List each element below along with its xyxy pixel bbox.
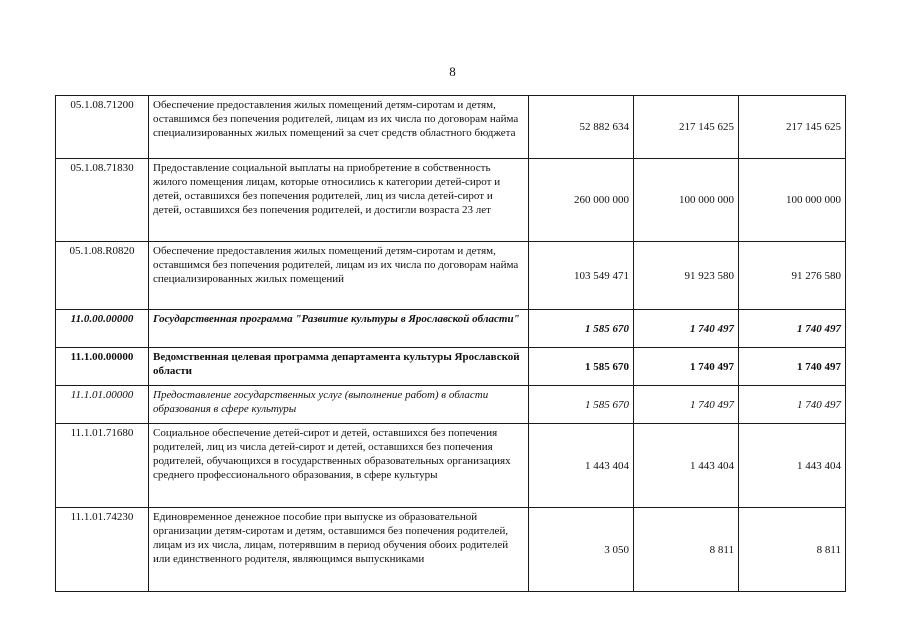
row-value-2: 217 145 625 (634, 96, 739, 159)
row-value-1: 103 549 471 (529, 242, 634, 310)
row-code: 11.1.01.74230 (56, 508, 149, 592)
table-row (56, 424, 846, 508)
row-code: 11.1.01.71680 (56, 424, 149, 508)
row-value-1: 260 000 000 (529, 159, 634, 242)
row-value-3: 1 740 497 (739, 310, 846, 348)
table-row (56, 242, 846, 310)
row-value-2: 100 000 000 (634, 159, 739, 242)
row-description: Государственная программа "Развитие культуры в Ярославской области" (149, 310, 529, 348)
page-number: 8 (449, 64, 456, 79)
row-value-2: 1 443 404 (634, 424, 739, 508)
row-code: 11.1.01.00000 (56, 386, 149, 424)
row-value-3: 217 145 625 (739, 96, 846, 159)
row-value-3: 8 811 (739, 508, 846, 592)
row-description: Предоставление государственных услуг (выполнение работ) в области образования в сфере культуры (149, 386, 529, 424)
table-row (56, 508, 846, 592)
table-row (56, 96, 846, 159)
row-value-2: 1 740 497 (634, 348, 739, 386)
row-value-3: 91 276 580 (739, 242, 846, 310)
row-value-2: 1 740 497 (634, 310, 739, 348)
budget-table (55, 95, 846, 592)
row-description: Предоставление социальной выплаты на приобретение в собственность жилого помещения лицам, которые относились к категории детей-сирот и детей, оставшихся без попечения родителей, лиц из числа детей-сирот и детей, оставшихся без попечения родителей, и достигли возраста 23 лет (149, 159, 529, 242)
row-code: 05.1.08.71830 (56, 159, 149, 242)
row-description: Единовременное денежное пособие при выпуске из образовательной организации детям-сиротам и детям, оставшимся без попечения родителей, лицам из их числа, лицам, потерявшим в период обучения обоих родителей или единственного родителя, являющимся выпускниками (149, 508, 529, 592)
table-row-program (56, 310, 846, 348)
row-value-1: 1 585 670 (529, 348, 634, 386)
row-value-3: 1 740 497 (739, 348, 846, 386)
row-value-1: 1 443 404 (529, 424, 634, 508)
table-row-subprogram (56, 348, 846, 386)
row-description: Социальное обеспечение детей-сирот и детей, оставшихся без попечения родителей, лиц из числа детей-сирот и детей, оставшихся без попечения родителей, обучающихся в государственных образовательных организациях среднего профессионального образования, в сфере культуры (149, 424, 529, 508)
table-row-activity (56, 386, 846, 424)
row-value-2: 1 740 497 (634, 386, 739, 424)
table-row (56, 159, 846, 242)
row-value-1: 52 882 634 (529, 96, 634, 159)
row-description: Обеспечение предоставления жилых помещений детям-сиротам и детям, оставшимся без попечения родителей, лицам из их числа по договорам найма специализированных жилых помещений (149, 242, 529, 310)
row-description: Обеспечение предоставления жилых помещений детям-сиротам и детям, оставшимся без попечения родителей, лицам из их числа по договорам найма специализированных жилых помещений за счет средств областного бюджета (149, 96, 529, 159)
row-value-1: 1 585 670 (529, 310, 634, 348)
row-value-1: 1 585 670 (529, 386, 634, 424)
row-value-3: 100 000 000 (739, 159, 846, 242)
row-value-3: 1 443 404 (739, 424, 846, 508)
row-code: 05.1.08.71200 (56, 96, 149, 159)
row-value-1: 3 050 (529, 508, 634, 592)
row-value-2: 91 923 580 (634, 242, 739, 310)
row-code: 11.0.00.00000 (56, 310, 149, 348)
row-description: Ведомственная целевая программа департамента культуры Ярославской области (149, 348, 529, 386)
row-code: 11.1.00.00000 (56, 348, 149, 386)
row-value-2: 8 811 (634, 508, 739, 592)
row-code: 05.1.08.R0820 (56, 242, 149, 310)
row-value-3: 1 740 497 (739, 386, 846, 424)
